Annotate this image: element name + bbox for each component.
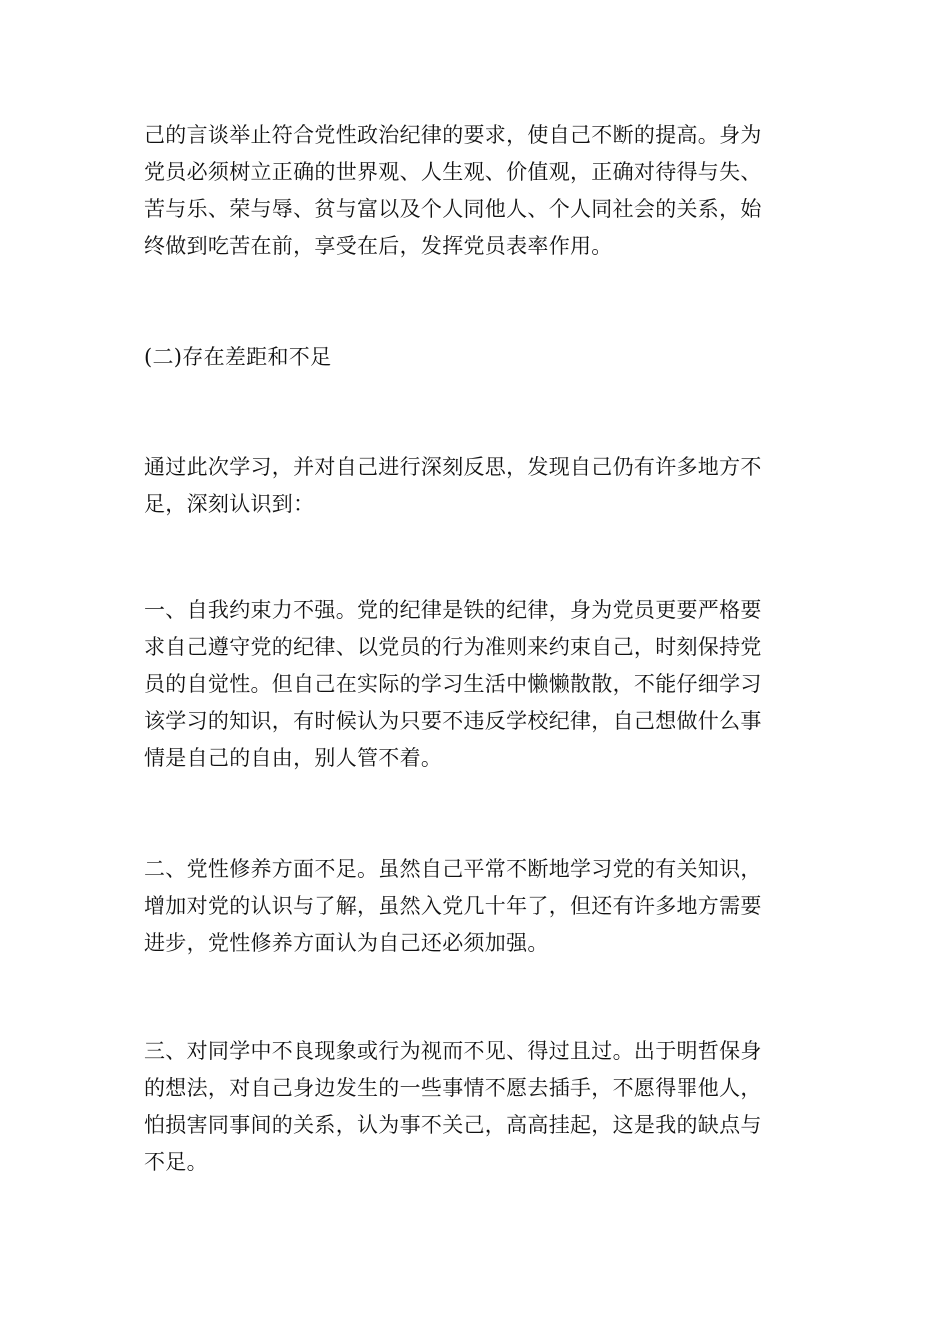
paragraph-reflection: 通过此次学习，并对自己进行深刻反思，发现自己仍有许多地方不 足，深刻认识到： — [144, 455, 762, 516]
paragraph-point-two: 二、党性修养方面不足。虽然自己平常不断地学习党的有关知识， 增加对党的认识与了解，虽然入党几十年了，但还有许多地方需要 进步，党性修养方面认为自己还必须加强。 — [144, 857, 762, 955]
paragraph-point-three: 三、对同学中不良现象或行为视而不见、得过且过。出于明哲保身 的想法，对自己身边发生的一些事情不愿去插手，不愿得罪他人， 怕损害同事间的关系，认为事不关己，高高挂起，这是我的缺点与 不足。 — [144, 1039, 762, 1174]
paragraph-party-discipline-intro: 己的言谈举止符合党性政治纪律的要求，使自己不断的提高。身为 党员必须树立正确的世界观、人生观、价值观，正确对待得与失、 苦与乐、荣与辱、贫与富以及个人同他人、个人同社会的关系，始 终做到吃苦在前，享受在后，发挥党员表率作用。 — [144, 123, 762, 258]
section-heading-gaps: (二)存在差距和不足 — [144, 345, 332, 369]
paragraph-point-one: 一、自我约束力不强。党的纪律是铁的纪律，身为党员更要严格要 求自己遵守党的纪律、以党员的行为准则来约束自己，时刻保持党 员的自觉性。但自己在实际的学习生活中懒懒散散，不能仔细学习 该学习的知识，有时候认为只要不违反学校纪律，自己想做什么事 情是自己的自由，别人管不着。 — [144, 598, 762, 770]
